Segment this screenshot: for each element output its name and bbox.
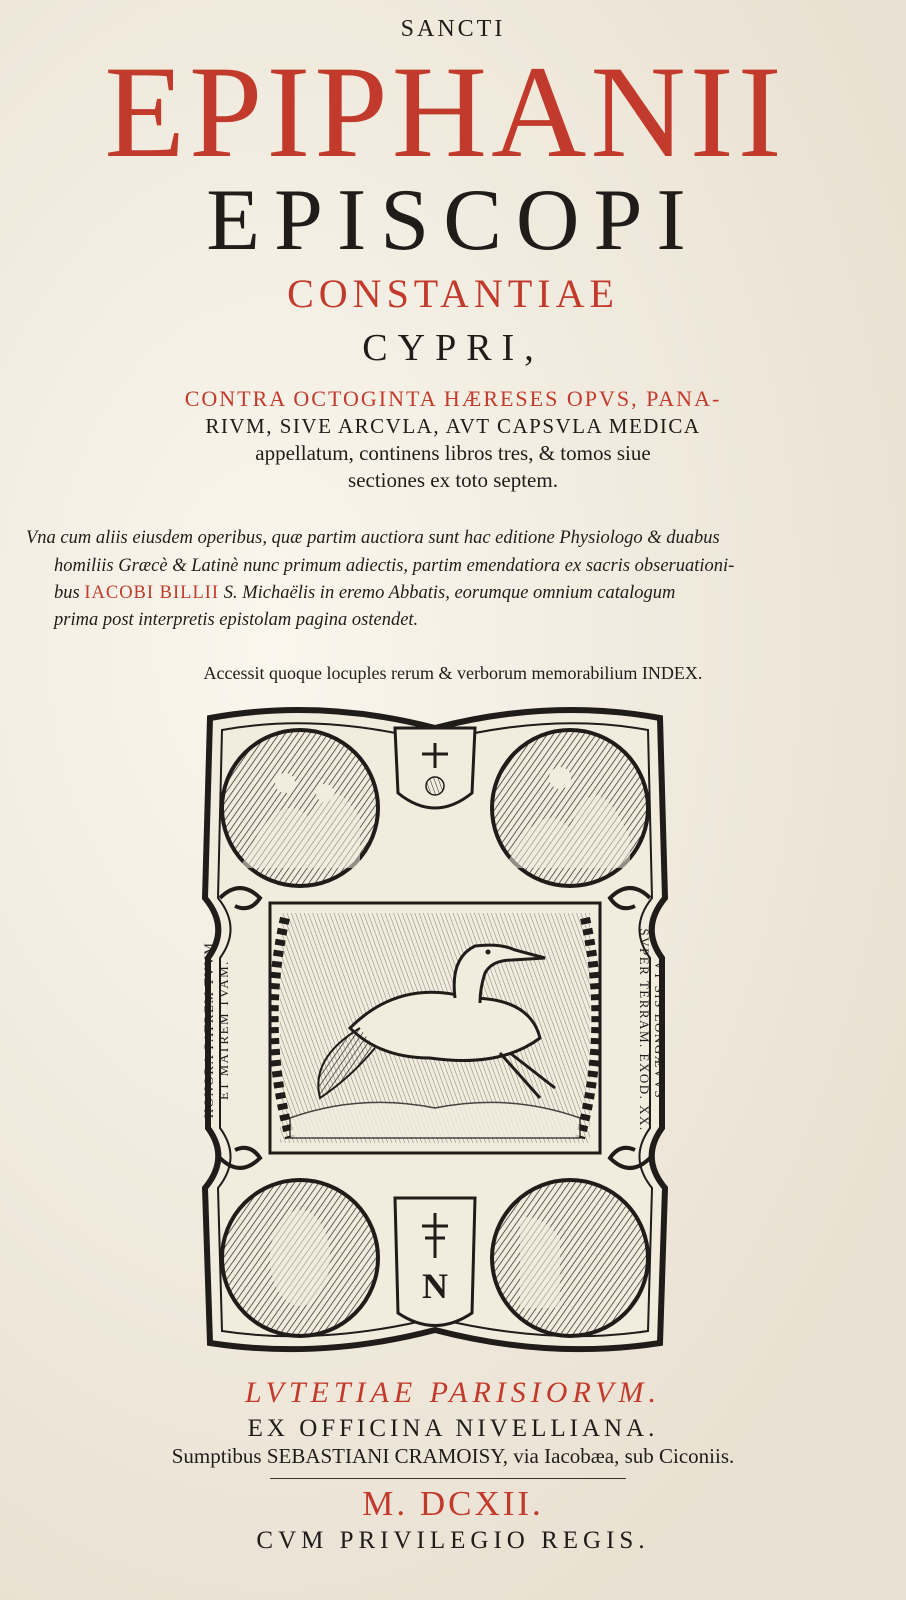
shield-top (395, 728, 475, 808)
subtitle-contra: CONTRA OCTOGINTA HÆRESES OPVS, PANA- (184, 386, 722, 411)
subtitle-rivm: RIVM, SIVE ARCVLA, AVT CAPSVLA MEDICA (205, 414, 701, 438)
imprint-officina: EX OFFICINA NIVELLIANA. (247, 1415, 659, 1442)
description-bus-start: bus (54, 583, 80, 603)
shield-bottom (395, 1198, 475, 1326)
motto-left-line-1: HONORA PATREM TVVM (201, 941, 216, 1119)
motto-left-line-2: ET MATREM TVAM. (216, 960, 231, 1100)
roundel-top-left (222, 730, 378, 886)
description-bus (54, 583, 894, 604)
description-prima: prima post interpretis epistolam pagina ostendet. (54, 610, 419, 630)
title-constantiae: CONSTANTIAE (287, 271, 619, 316)
title-cypri: CYPRI, (362, 327, 544, 369)
description-homiliis: homiliis Græcè & Latinè nunc primum adiectis, partim emendatiora ex sacris obseruationi- (54, 556, 735, 576)
title-episcopi: EPISCOPI (206, 172, 700, 269)
editor-name: IACOBI BILLII (84, 583, 220, 603)
motto-left (201, 942, 231, 1119)
title-epiphanii: EPIPHANII (104, 38, 786, 185)
motto-right (637, 928, 667, 1131)
roundel-top-right (492, 730, 648, 886)
imprint-sumptibus: Sumptibus SEBASTIANI CRAMOISY, via Iacobæa, sub Ciconiis. (171, 1444, 735, 1468)
imprint-rule (270, 1478, 626, 1479)
motto-right-line-2: SVPER TERRAM. EXOD. XX. (637, 928, 652, 1132)
index-note: Accessit quoque locuples rerum & verborum memorabilium INDEX. (203, 663, 703, 683)
imprint-privilegio: CVM PRIVILEGIO REGIS. (256, 1527, 650, 1554)
woodcut-printers-device (200, 698, 670, 1360)
imprint-year: M. DCXII. (362, 1484, 544, 1523)
subtitle-sectiones: sectiones ex toto septem. (348, 468, 558, 492)
printer-monogram: N (422, 1266, 448, 1306)
roundel-bottom-left (222, 1180, 378, 1336)
description-una: Vna cum aliis eiusdem operibus, quæ partim auctiora sunt hac editione Physiologo & duabus (26, 528, 720, 548)
central-panel (270, 903, 600, 1153)
subtitle-appellatum: appellatum, continens libros tres, & tomos siue (255, 441, 651, 465)
imprint-place: LVTETIAE PARISIORVM. (244, 1376, 662, 1409)
roundel-bottom-right (492, 1180, 648, 1336)
description-bus-end: S. Michaëlis in eremo Abbatis, eorumque omnium catalogum (223, 583, 676, 603)
title-sancti: SANCTI (400, 16, 506, 42)
motto-right-line-1: VT SIS LONGÆVVS (652, 960, 667, 1100)
